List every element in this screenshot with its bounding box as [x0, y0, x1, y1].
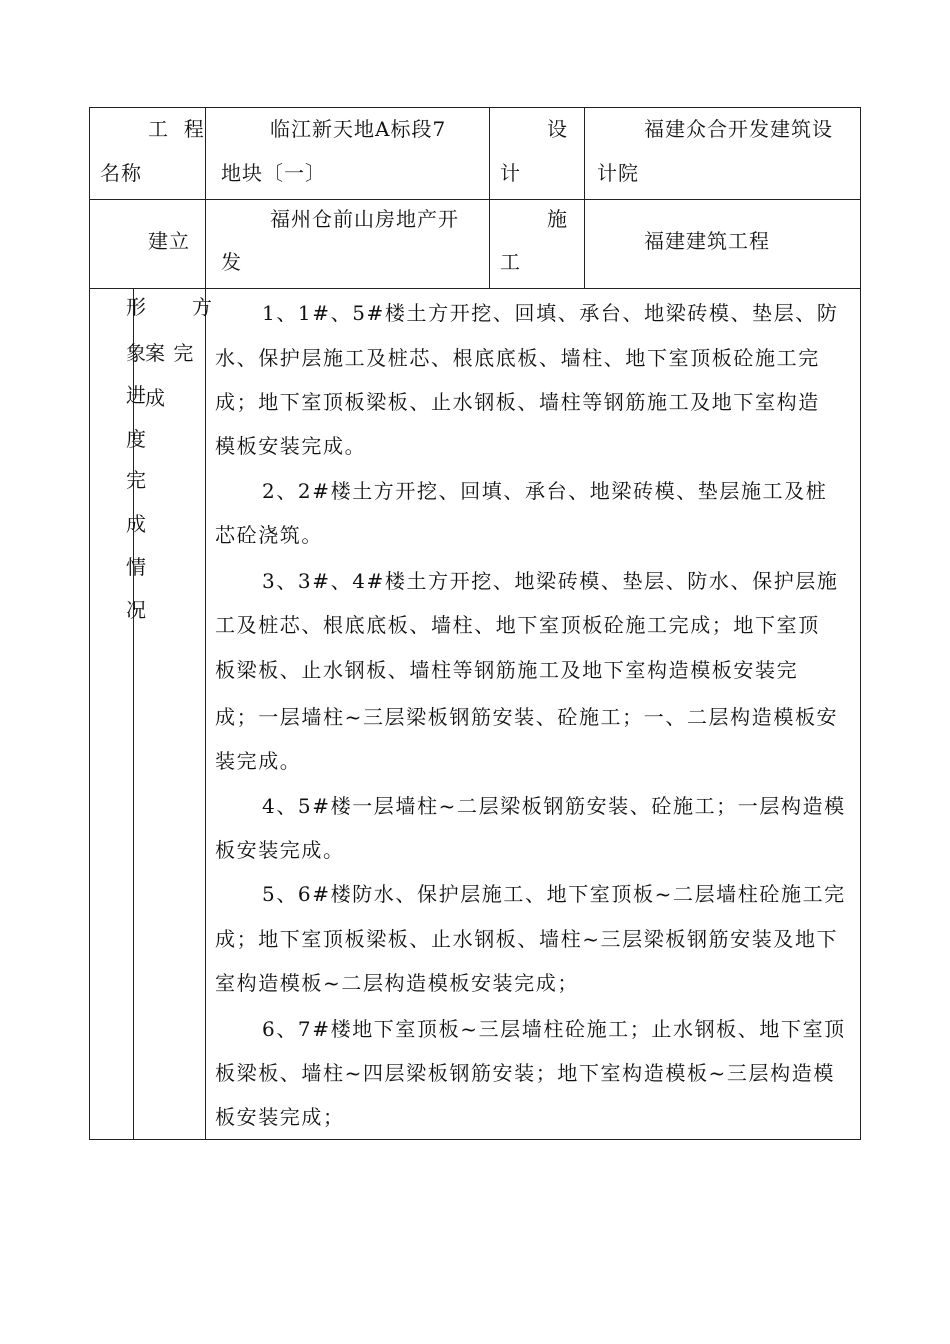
progress-item-6-line-2: 板梁板、墙柱~四层梁板钢筋安装；地下室构造模板~三层构造模: [215, 1061, 835, 1085]
construct-label: 施: [547, 207, 568, 231]
progress-item-2-line-1: 2、2#楼土方开挖、回填、承台、地梁砖模、垫层施工及桩: [262, 479, 828, 503]
side-label-a1: 形: [126, 295, 147, 319]
project-name-value-2: 地块〔一〕: [221, 161, 326, 185]
progress-item-6-line-3: 板安装完成；: [215, 1105, 345, 1129]
build-value: 福州仓前山房地产开: [270, 207, 459, 231]
progress-item-4-line-2: 板安装完成。: [215, 838, 345, 862]
build-value-2: 发: [221, 250, 242, 274]
progress-item-5-line-3: 室构造模板~二层构造模板安装完成；: [215, 971, 579, 995]
progress-item-3-line-5: 装完成。: [215, 749, 302, 773]
side-label-b1: 象: [126, 341, 147, 365]
project-name-label-2: 名称: [100, 161, 142, 185]
design-value: 福建众合开发建筑设: [644, 117, 833, 141]
progress-item-2-line-2: 芯砼浇筑。: [215, 523, 323, 547]
construct-label-2: 工: [500, 250, 521, 274]
side-label-c2: 成: [145, 386, 166, 410]
side-label-h: 况: [126, 598, 147, 622]
project-name-value: 临江新天地A标段7: [270, 117, 447, 141]
progress-item-3-line-1: 3、3#、4#楼土方开挖、地梁砖模、垫层、防水、保护层施: [262, 569, 839, 593]
table-col-divider-3: [584, 107, 585, 289]
progress-item-3-line-3: 板梁板、止水钢板、墙柱等钢筋施工及地下室构造模板安装完: [215, 658, 799, 682]
progress-item-6-line-1: 6、7#楼地下室顶板~三层墙柱砼施工；止水钢板、地下室顶: [262, 1017, 846, 1041]
progress-item-4-line-1: 4、5#楼一层墙柱~二层梁板钢筋安装、砼施工；一层构造模: [262, 794, 846, 818]
design-label-2: 计: [500, 161, 521, 185]
table-border-right: [860, 107, 861, 1140]
project-name-label: 工 程: [148, 117, 205, 141]
table-border-left: [89, 107, 90, 1140]
table-col-divider-1: [205, 107, 206, 1140]
progress-item-1-line-4: 模板安装完成。: [215, 434, 367, 458]
side-label-divider: [133, 288, 134, 1140]
progress-item-5-line-2: 成；地下室顶板梁板、止水钢板、墙柱~三层梁板钢筋安装及地下: [215, 927, 839, 951]
side-label-g: 情: [126, 555, 147, 579]
progress-item-1-line-3: 成；地下室顶板梁板、止水钢板、墙柱等钢筋施工及地下室构造: [215, 390, 820, 414]
progress-item-5-line-1: 5、6#楼防水、保护层施工、地下室顶板~二层墙柱砼施工完: [262, 882, 846, 906]
side-label-f: 成: [126, 512, 147, 536]
progress-item-1-line-1: 1、1#、5#楼土方开挖、回填、承台、地梁砖模、垫层、防: [262, 301, 839, 325]
side-label-c1: 进: [126, 383, 147, 407]
progress-item-1-line-2: 水、保护层施工及桩芯、根底底板、墙柱、地下室顶板砼施工完: [215, 346, 820, 370]
progress-item-3-line-2: 工及桩芯、根底底板、墙柱、地下室顶板砼施工完成；地下室顶: [215, 613, 820, 637]
progress-item-3-line-4: 成；一层墙柱~三层梁板钢筋安装、砼施工；一、二层构造模板安: [215, 705, 839, 729]
construct-value: 福建建筑工程: [644, 229, 770, 253]
side-label-b2: 案 完: [145, 341, 195, 365]
build-label: 建立: [148, 229, 190, 253]
side-label-a2: 方: [192, 295, 213, 319]
design-value-2: 计院: [597, 161, 639, 185]
table-col-divider-2: [489, 107, 490, 289]
side-label-d: 度: [126, 427, 147, 451]
side-label-e: 完: [126, 468, 147, 492]
design-label: 设: [547, 117, 568, 141]
